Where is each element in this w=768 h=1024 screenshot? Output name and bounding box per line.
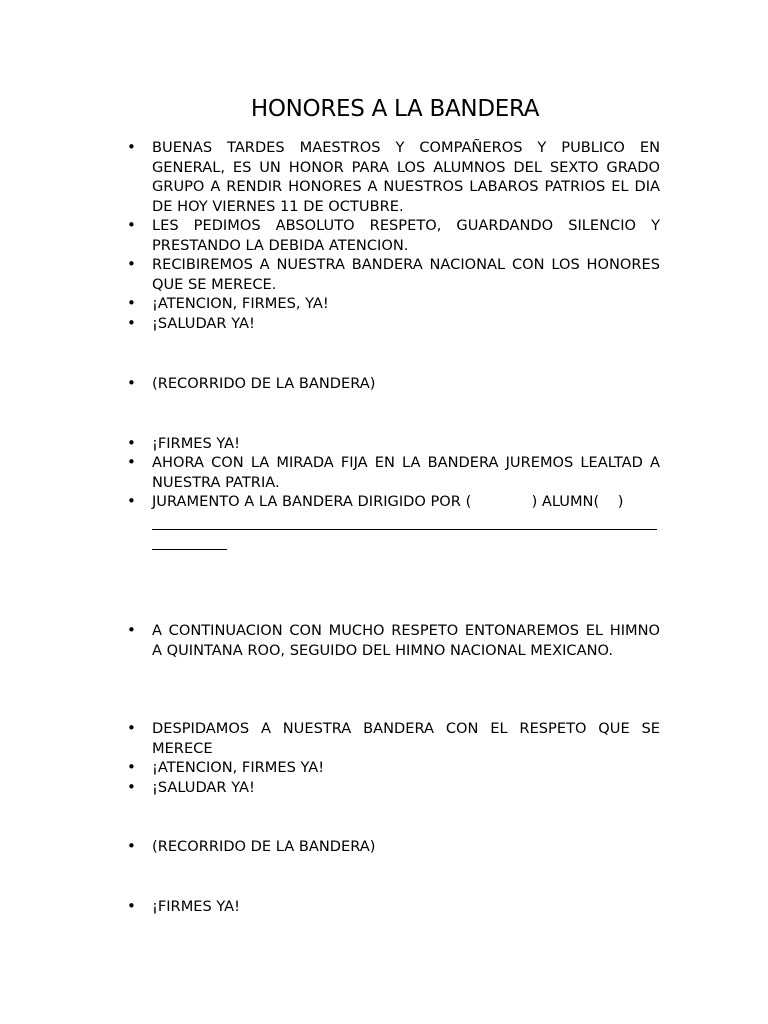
bullet-item-flag-tour: • (RECORRIDO DE LA BANDERA) <box>152 374 660 394</box>
bullet-item-receive-flag: • RECIBIREMOS A NUESTRA BANDERA NACIONAL CON LOS HONORES QUE SE MERECE. <box>152 255 660 294</box>
bullet-item-anthem: • A CONTINUACION CON MUCHO RESPETO ENTONAREMOS EL HIMNO A QUINTANA ROO, SEGUIDO DEL HIMNO NACIONAL MEXICANO. <box>152 621 660 660</box>
bullet-item-salute-2: • ¡SALUDAR YA! <box>152 778 660 798</box>
bullet-item-salute: • ¡SALUDAR YA! <box>152 314 660 334</box>
oath-name-blank-line-continued <box>152 549 227 550</box>
bullet-item-farewell: • DESPIDAMOS A NUESTRA BANDERA CON EL RESPETO QUE SE MERECE <box>152 719 660 758</box>
bullet-item-attention-2: • ¡ATENCION, FIRMES YA! <box>152 758 660 778</box>
document-title: HONORES A LA BANDERA <box>250 96 540 122</box>
bullet-item-flag-tour-2: • (RECORRIDO DE LA BANDERA) <box>152 837 660 857</box>
bullet-item-attention: • ¡ATENCION, FIRMES, YA! <box>152 294 660 314</box>
bullet-item-firm-2: • ¡FIRMES YA! <box>152 897 660 917</box>
oath-name-blank-line <box>152 529 657 530</box>
bullet-item-oath: • JURAMENTO A LA BANDERA DIRIGIDO POR ( ) ALUMN( ) <box>152 492 660 512</box>
bullet-item-respect: • LES PEDIMOS ABSOLUTO RESPETO, GUARDANDO SILENCIO Y PRESTANDO LA DEBIDA ATENCION. <box>152 216 660 255</box>
bullet-item-greeting: • BUENAS TARDES MAESTROS Y COMPAÑEROS Y PUBLICO EN GENERAL, ES UN HONOR PARA LOS ALUMNOS DEL SEXTO GRADO GRUPO A RENDIR HONORES A NUESTROS LABAROS PATRIOS EL DIA DE HOY VIERNES 11 DE OCTUBRE. <box>152 138 660 216</box>
bullet-item-loyalty: • AHORA CON LA MIRADA FIJA EN LA BANDERA JUREMOS LEALTAD A NUESTRA PATRIA. <box>152 453 660 492</box>
bullet-item-firm: • ¡FIRMES YA! <box>152 434 660 454</box>
